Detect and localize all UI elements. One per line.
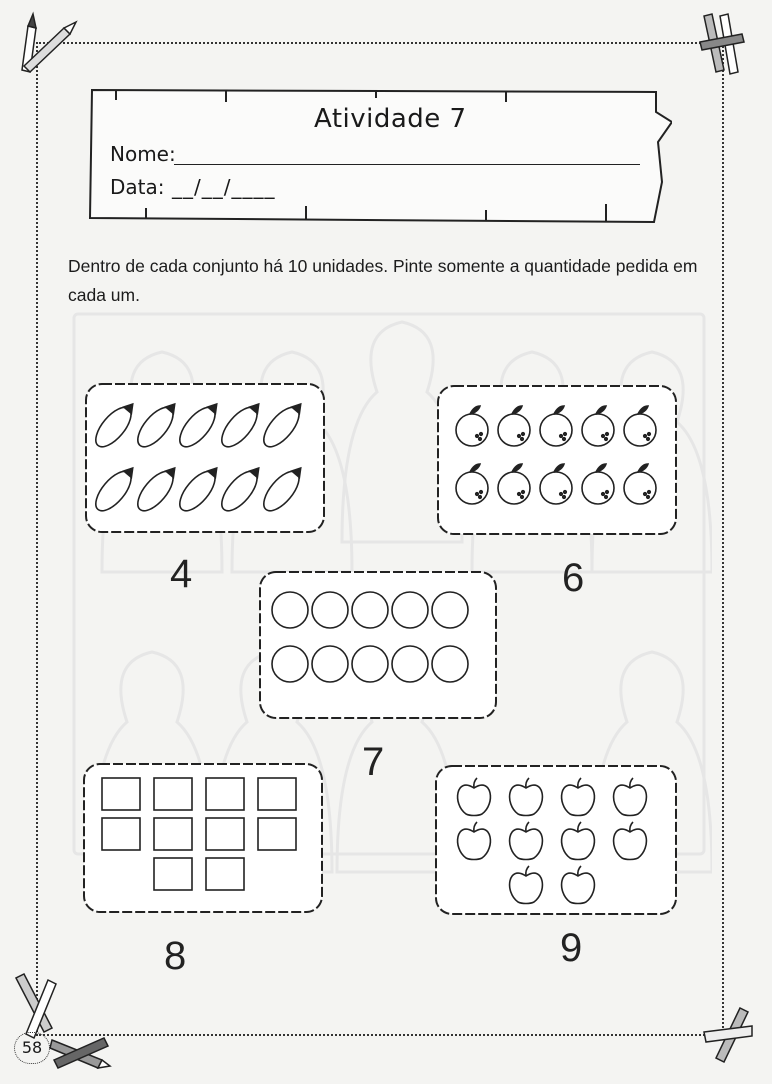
set-oranges-target: 6 <box>562 556 585 600</box>
pencils-bottom-right-icon <box>700 1004 756 1064</box>
set-peppers[interactable] <box>80 378 330 538</box>
set-squares-target: 8 <box>164 934 187 978</box>
set-apples-target: 9 <box>560 926 583 970</box>
set-circles[interactable] <box>254 566 502 724</box>
pencils-top-right-icon <box>690 12 750 84</box>
set-circles-target: 7 <box>362 740 385 784</box>
name-field[interactable] <box>174 164 640 165</box>
name-label: Nome: <box>110 142 176 166</box>
page-number: 58 <box>14 1032 50 1064</box>
instruction-text: Dentro de cada conjunto há 10 unidades. Pinte somente a quantidade pedida em cada um. <box>68 256 698 305</box>
set-oranges[interactable] <box>432 380 682 540</box>
pencils-top-left-icon <box>14 8 84 78</box>
date-field[interactable]: __/__/____ <box>172 175 276 199</box>
date-label: Data: <box>110 175 165 199</box>
set-squares[interactable] <box>78 758 328 918</box>
set-peppers-target: 4 <box>170 552 193 596</box>
pencil-bottom-icon <box>48 1030 112 1070</box>
set-apples[interactable] <box>430 760 682 920</box>
activity-title: Atividade 7 <box>314 104 467 134</box>
